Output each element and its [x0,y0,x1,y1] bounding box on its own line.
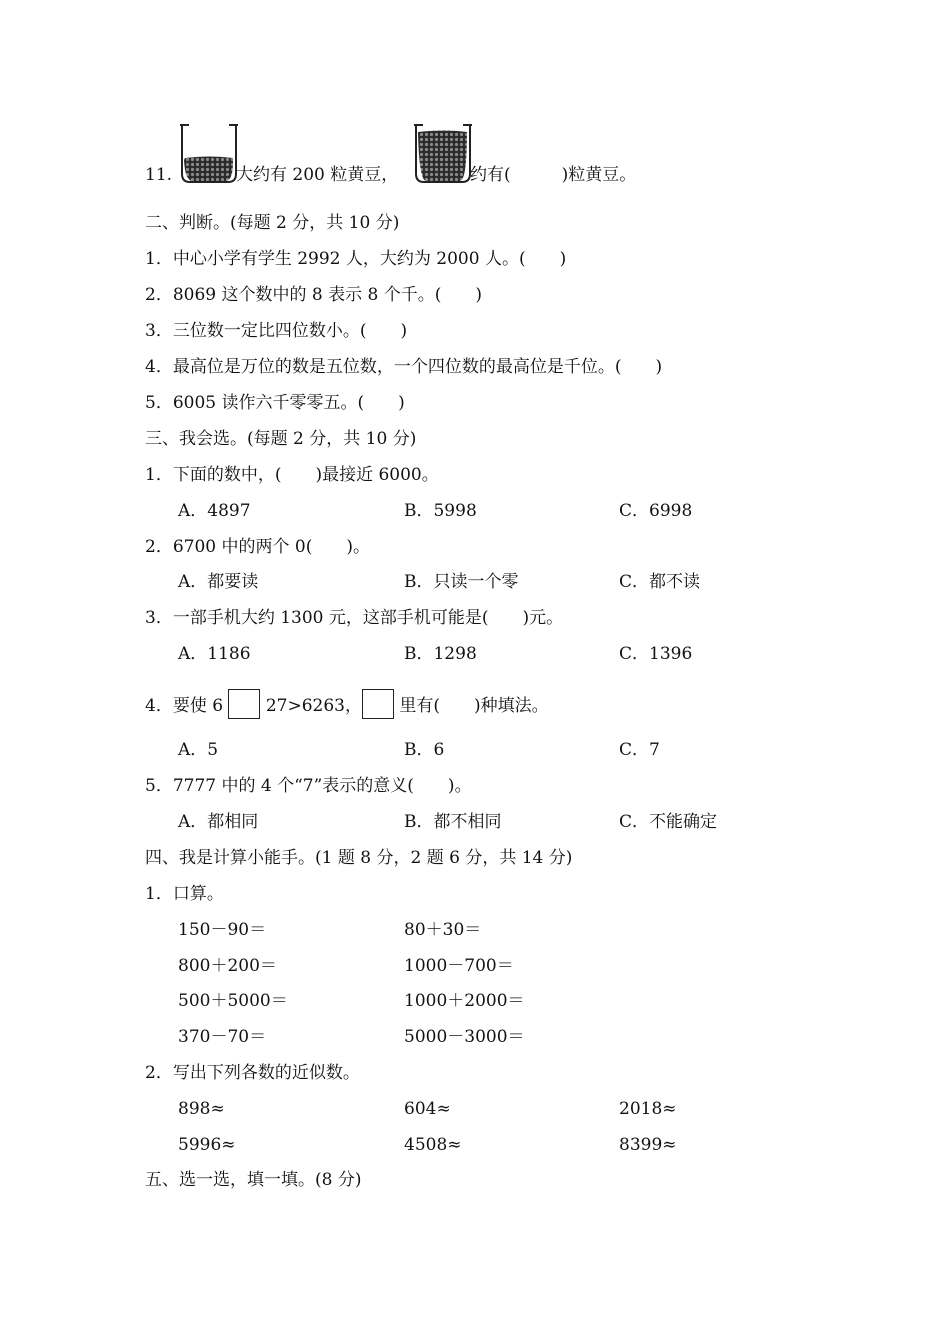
judge-item-5: 5．6005 读作六千零零五。( ) [145,393,405,413]
calc-q1-title: 1．口算。 [145,884,224,904]
calc-item: 1000－700＝ [404,956,514,976]
approx-item: 898≈ [178,1099,225,1119]
choice-q1-option-b: B．5998 [404,501,477,521]
choice-q5-option-b: B．都不相同 [404,812,502,832]
choice-q4-stem-mid: 27>6263， [265,696,362,716]
calc-item: 500＋5000＝ [178,991,288,1011]
section4-title: 四、我是计算小能手。(1 题 8 分，2 题 6 分，共 14 分) [145,848,573,868]
section2-title: 二、判断。(每题 2 分，共 10 分) [145,213,400,233]
choice-q4-option-a: A．5 [178,740,219,760]
q11-text-part2: 约有( )粒黄豆。 [470,165,637,185]
choice-q1-option-c: C．6998 [619,501,693,521]
choice-q2-stem: 2．6700 中的两个 0( )。 [145,537,370,557]
approx-item: 5996≈ [178,1135,236,1155]
choice-q5-stem: 5．7777 中的 4 个“7”表示的意义( )。 [145,776,472,796]
calc-item: 5000－3000＝ [404,1027,525,1047]
calc-item: 800＋200＝ [178,956,277,976]
choice-q5-option-c: C．不能确定 [619,812,718,832]
choice-q4-option-b: B．6 [404,740,445,760]
section5-title: 五、选一选，填一填。(8 分) [145,1170,362,1190]
choice-q2-option-c: C．都不读 [619,572,701,592]
section3-title: 三、我会选。(每题 2 分，共 10 分) [145,429,417,449]
judge-item-3: 3．三位数一定比四位数小。( ) [145,321,408,341]
approx-item: 4508≈ [404,1135,462,1155]
choice-q2-option-b: B．只读一个零 [404,572,519,592]
judge-item-1: 1．中心小学有学生 2992 人，大约为 2000 人。( ) [145,249,567,269]
approx-item: 604≈ [404,1099,451,1119]
judge-item-2: 2．8069 这个数中的 8 表示 8 个千。( ) [145,285,482,305]
choice-q3-option-c: C．1396 [619,644,693,664]
judge-item-4: 4．最高位是万位的数是五位数，一个四位数的最高位是千位。( ) [145,357,663,377]
choice-q1-stem: 1．下面的数中，( )最接近 6000。 [145,465,439,485]
q11-text-part1: 大约有 200 粒黄豆， [236,165,399,185]
blank-box [228,689,260,719]
calc-item: 80＋30＝ [404,920,482,940]
choice-q4-stem-post: 里有( )种填法。 [399,696,549,716]
choice-q3-stem: 3．一部手机大约 1300 元，这部手机可能是( )元。 [145,608,564,628]
approx-item: 2018≈ [619,1099,677,1119]
calc-item: 1000＋2000＝ [404,991,525,1011]
choice-q3-option-b: B．1298 [404,644,477,664]
choice-q2-option-a: A．都要读 [178,572,259,592]
choice-q4-option-c: C．7 [619,740,660,760]
choice-q4-stem [145,689,549,719]
choice-q3-option-a: A．1186 [178,644,251,664]
choice-q5-option-a: A．都相同 [178,812,259,832]
calc-item: 370－70＝ [178,1027,267,1047]
calc-item: 150－90＝ [178,920,267,940]
approx-item: 8399≈ [619,1135,677,1155]
choice-q4-stem-pre: 4．要使 6 [145,696,224,716]
blank-box [362,689,394,719]
q11-number: 11. [145,165,173,185]
choice-q1-option-a: A．4897 [178,501,251,521]
large-beaker-image [414,122,472,184]
calc-q2-title: 2．写出下列各数的近似数。 [145,1063,360,1083]
small-beaker-image [180,122,238,184]
